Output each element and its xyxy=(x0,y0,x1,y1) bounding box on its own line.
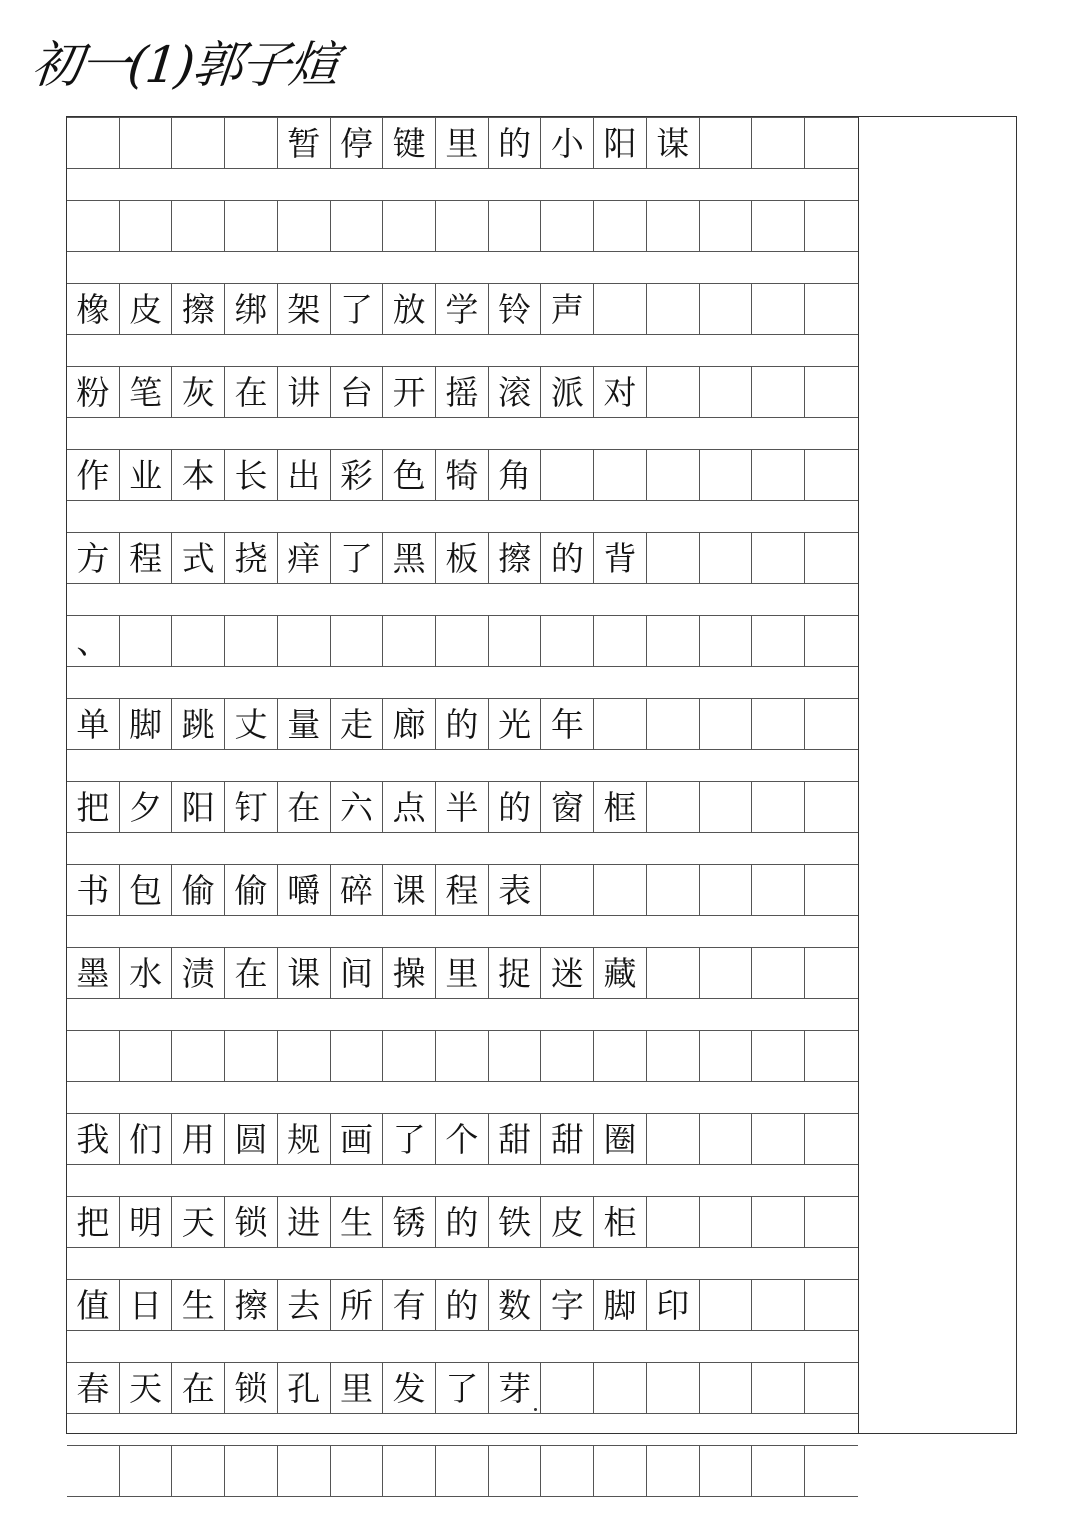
grid-cell: 光 xyxy=(489,699,542,749)
grid-cell xyxy=(647,1197,700,1247)
margin-column-divider xyxy=(858,117,859,1433)
grid-cell xyxy=(752,1363,805,1413)
grid-cell xyxy=(805,782,858,832)
grid-cell: 字 xyxy=(541,1280,594,1330)
grid-cell: 六 xyxy=(331,782,384,832)
grid-cell xyxy=(120,616,173,666)
grid-cell: 去 xyxy=(278,1280,331,1330)
grid-cell: 把 xyxy=(67,1197,120,1247)
grid-cell: 了 xyxy=(331,533,384,583)
ink-dot xyxy=(534,1408,537,1411)
grid-cell xyxy=(647,699,700,749)
grid-cell: 滚 xyxy=(489,367,542,417)
grid-cell: 的 xyxy=(489,782,542,832)
grid-cell xyxy=(594,616,647,666)
grid-cell: 间 xyxy=(331,948,384,998)
grid-cell xyxy=(436,1446,489,1496)
poem-line-row xyxy=(67,947,858,999)
poem-line-row xyxy=(67,864,858,916)
grid-cell xyxy=(805,533,858,583)
grid-cell: 丈 xyxy=(225,699,278,749)
grid-cell xyxy=(647,533,700,583)
grid-cell xyxy=(805,1446,858,1496)
grid-cell xyxy=(752,865,805,915)
grid-cell: 色 xyxy=(383,450,436,500)
poem-line-row xyxy=(67,200,858,252)
grid-cell: 放 xyxy=(383,284,436,334)
grid-cell: 角 xyxy=(489,450,542,500)
grid-cell: 课 xyxy=(383,865,436,915)
grid-cell: 绑 xyxy=(225,284,278,334)
grid-cell: 包 xyxy=(120,865,173,915)
grid-cell xyxy=(805,450,858,500)
grid-cell: 擦 xyxy=(225,1280,278,1330)
grid-cell xyxy=(647,201,700,251)
grid-cell: 锈 xyxy=(383,1197,436,1247)
grid-cell xyxy=(700,865,753,915)
grid-cell: 把 xyxy=(67,782,120,832)
grid-cell xyxy=(752,450,805,500)
grid-cell: 天 xyxy=(172,1197,225,1247)
grid-cell: 架 xyxy=(278,284,331,334)
grid-cell xyxy=(647,782,700,832)
grid-cell xyxy=(541,1363,594,1413)
title-char-cell xyxy=(67,118,120,168)
title-char-cell xyxy=(172,118,225,168)
grid-cell: 的 xyxy=(436,1280,489,1330)
grid-cell xyxy=(594,284,647,334)
grid-cell xyxy=(752,1114,805,1164)
grid-cell: 廊 xyxy=(383,699,436,749)
grid-cell xyxy=(278,1031,331,1081)
grid-cell: 方 xyxy=(67,533,120,583)
poem-line-row xyxy=(67,532,858,584)
grid-cell xyxy=(331,1031,384,1081)
grid-cell: 板 xyxy=(436,533,489,583)
grid-cell: 脚 xyxy=(120,699,173,749)
grid-cell: 点 xyxy=(383,782,436,832)
grid-cell: 柜 xyxy=(594,1197,647,1247)
grid-cell xyxy=(700,201,753,251)
grid-cell xyxy=(752,201,805,251)
grid-cell: 跳 xyxy=(172,699,225,749)
grid-cell: 摇 xyxy=(436,367,489,417)
grid-cell xyxy=(331,616,384,666)
grid-cell: 背 xyxy=(594,533,647,583)
title-char-cell xyxy=(700,118,753,168)
grid-cell: 甜 xyxy=(541,1114,594,1164)
poem-line-row xyxy=(67,1445,858,1497)
grid-cell xyxy=(752,782,805,832)
grid-cell xyxy=(752,284,805,334)
grid-cell: 的 xyxy=(436,1197,489,1247)
grid-cell: 框 xyxy=(594,782,647,832)
grid-cell xyxy=(700,1446,753,1496)
grid-cell: 渍 xyxy=(172,948,225,998)
grid-cell xyxy=(700,782,753,832)
grid-cell xyxy=(752,616,805,666)
grid-cell xyxy=(647,1031,700,1081)
grid-cell xyxy=(700,699,753,749)
grid-cell xyxy=(489,1031,542,1081)
poem-line-row xyxy=(67,366,858,418)
grid-cell xyxy=(225,616,278,666)
grid-cell: 课 xyxy=(278,948,331,998)
grid-cell: 橡 xyxy=(67,284,120,334)
grid-cell xyxy=(331,201,384,251)
grid-cell: 规 xyxy=(278,1114,331,1164)
grid-cell xyxy=(541,450,594,500)
grid-cell xyxy=(647,948,700,998)
grid-cell xyxy=(225,1031,278,1081)
grid-cell: 锁 xyxy=(225,1197,278,1247)
grid-cell xyxy=(647,1114,700,1164)
poem-line-row xyxy=(67,283,858,335)
grid-cell: 锁 xyxy=(225,1363,278,1413)
grid-cell xyxy=(489,616,542,666)
grid-cell: 作 xyxy=(67,450,120,500)
grid-cell xyxy=(752,1197,805,1247)
grid-cell: 阳 xyxy=(172,782,225,832)
grid-cell: 业 xyxy=(120,450,173,500)
grid-cell: 式 xyxy=(172,533,225,583)
grid-cell: 程 xyxy=(436,865,489,915)
grid-cell: 值 xyxy=(67,1280,120,1330)
grid-cell xyxy=(594,201,647,251)
grid-cell xyxy=(541,616,594,666)
grid-cell: 量 xyxy=(278,699,331,749)
grid-cell: 日 xyxy=(120,1280,173,1330)
grid-cell: 声 xyxy=(541,284,594,334)
grid-cell xyxy=(67,201,120,251)
grid-cell: 偷 xyxy=(172,865,225,915)
grid-cell: 在 xyxy=(278,782,331,832)
grid-cell: 在 xyxy=(225,948,278,998)
grid-cell: 有 xyxy=(383,1280,436,1330)
grid-cell xyxy=(647,284,700,334)
grid-cell: 捉 xyxy=(489,948,542,998)
grid-cell: 明 xyxy=(120,1197,173,1247)
grid-cell xyxy=(805,201,858,251)
grid-cell xyxy=(172,201,225,251)
grid-cell xyxy=(700,367,753,417)
grid-cell xyxy=(700,948,753,998)
grid-cell: 挠 xyxy=(225,533,278,583)
poem-line-row xyxy=(67,1362,858,1414)
grid-cell xyxy=(278,201,331,251)
grid-cell: 了 xyxy=(331,284,384,334)
grid-cell: 里 xyxy=(331,1363,384,1413)
grid-cell: 们 xyxy=(120,1114,173,1164)
poem-line-row xyxy=(67,1030,858,1082)
grid-cell xyxy=(172,616,225,666)
grid-cell xyxy=(752,367,805,417)
poem-line-row xyxy=(67,698,858,750)
grid-cell xyxy=(594,1031,647,1081)
grid-cell xyxy=(489,1446,542,1496)
grid-cell: 圆 xyxy=(225,1114,278,1164)
title-char-cell: 的 xyxy=(489,118,542,168)
grid-cell: 学 xyxy=(436,284,489,334)
grid-cell xyxy=(647,865,700,915)
grid-cell: 我 xyxy=(67,1114,120,1164)
title-row xyxy=(67,117,858,169)
grid-cell: 印 xyxy=(647,1280,700,1330)
grid-cell xyxy=(805,284,858,334)
grid-cell xyxy=(489,201,542,251)
grid-cell: 犄 xyxy=(436,450,489,500)
grid-cell: 夕 xyxy=(120,782,173,832)
grid-cell: 单 xyxy=(67,699,120,749)
grid-cell: 走 xyxy=(331,699,384,749)
grid-cell xyxy=(752,1446,805,1496)
grid-cell: 圈 xyxy=(594,1114,647,1164)
grid-cell xyxy=(805,948,858,998)
grid-cell xyxy=(172,1446,225,1496)
grid-cell: 进 xyxy=(278,1197,331,1247)
grid-cell xyxy=(805,616,858,666)
grid-cell xyxy=(752,533,805,583)
grid-cell: 操 xyxy=(383,948,436,998)
grid-cell: 、 xyxy=(67,616,120,666)
grid-cell: 的 xyxy=(436,699,489,749)
grid-cell xyxy=(436,616,489,666)
grid-cell: 甜 xyxy=(489,1114,542,1164)
grid-cell: 窗 xyxy=(541,782,594,832)
grid-cell: 黑 xyxy=(383,533,436,583)
manuscript-grid-sheet xyxy=(66,116,1017,1434)
grid-cell: 讲 xyxy=(278,367,331,417)
grid-cell: 书 xyxy=(67,865,120,915)
grid-cell: 碎 xyxy=(331,865,384,915)
grid-cell xyxy=(541,1031,594,1081)
grid-cell xyxy=(700,1114,753,1164)
grid-cell: 里 xyxy=(436,948,489,998)
grid-cell: 痒 xyxy=(278,533,331,583)
grid-cell: 笔 xyxy=(120,367,173,417)
grid-cell: 皮 xyxy=(541,1197,594,1247)
title-char-cell xyxy=(225,118,278,168)
grid-cell xyxy=(225,201,278,251)
grid-cell: 藏 xyxy=(594,948,647,998)
grid-cell xyxy=(436,201,489,251)
grid-cell: 在 xyxy=(172,1363,225,1413)
grid-cell xyxy=(383,1446,436,1496)
title-char-cell xyxy=(805,118,858,168)
grid-cell xyxy=(594,1363,647,1413)
grid-cell xyxy=(120,201,173,251)
grid-cell xyxy=(594,865,647,915)
grid-cell: 个 xyxy=(436,1114,489,1164)
grid-cell xyxy=(700,1197,753,1247)
grid-cell xyxy=(805,865,858,915)
grid-cell: 春 xyxy=(67,1363,120,1413)
grid-cell: 用 xyxy=(172,1114,225,1164)
grid-cell: 擦 xyxy=(172,284,225,334)
title-char-cell: 里 xyxy=(436,118,489,168)
title-char-cell: 暂 xyxy=(278,118,331,168)
grid-cell: 长 xyxy=(225,450,278,500)
grid-cell: 水 xyxy=(120,948,173,998)
grid-cell xyxy=(67,1446,120,1496)
grid-cell xyxy=(805,1197,858,1247)
grid-cell: 彩 xyxy=(331,450,384,500)
grid-cell: 所 xyxy=(331,1280,384,1330)
grid-cell xyxy=(700,533,753,583)
grid-cell xyxy=(700,1363,753,1413)
grid-cell: 擦 xyxy=(489,533,542,583)
grid-cell: 数 xyxy=(489,1280,542,1330)
poem-line-row xyxy=(67,1196,858,1248)
grid-cell xyxy=(805,1363,858,1413)
grid-cell xyxy=(647,1446,700,1496)
grid-cell xyxy=(700,284,753,334)
poem-line-row xyxy=(67,615,858,667)
grid-cell xyxy=(805,1031,858,1081)
grid-cell xyxy=(120,1031,173,1081)
title-char-cell: 小 xyxy=(541,118,594,168)
grid-cell xyxy=(752,1280,805,1330)
grid-cell: 本 xyxy=(172,450,225,500)
grid-cell xyxy=(594,699,647,749)
title-char-cell: 谋 xyxy=(647,118,700,168)
grid-cell xyxy=(700,1280,753,1330)
grid-cell: 嚼 xyxy=(278,865,331,915)
grid-cell xyxy=(594,1446,647,1496)
grid-cell xyxy=(120,1446,173,1496)
grid-cell: 派 xyxy=(541,367,594,417)
grid-cell xyxy=(225,1446,278,1496)
grid-cell: 皮 xyxy=(120,284,173,334)
title-char-cell: 阳 xyxy=(594,118,647,168)
grid-cell xyxy=(805,367,858,417)
grid-cell: 年 xyxy=(541,699,594,749)
grid-cell xyxy=(752,699,805,749)
grid-cell xyxy=(700,616,753,666)
grid-cell: 对 xyxy=(594,367,647,417)
poem-line-row xyxy=(67,781,858,833)
grid-cell xyxy=(172,1031,225,1081)
grid-cell: 天 xyxy=(120,1363,173,1413)
grid-cell: 铁 xyxy=(489,1197,542,1247)
grid-cell xyxy=(594,450,647,500)
grid-cell xyxy=(331,1446,384,1496)
grid-cell xyxy=(700,450,753,500)
grid-cell: 墨 xyxy=(67,948,120,998)
grid-cell xyxy=(383,201,436,251)
grid-cell: 生 xyxy=(172,1280,225,1330)
grid-cell xyxy=(541,865,594,915)
grid-cell: 发 xyxy=(383,1363,436,1413)
grid-cell: 台 xyxy=(331,367,384,417)
grid-cell: 出 xyxy=(278,450,331,500)
grid-cell: 灰 xyxy=(172,367,225,417)
poem-line-row xyxy=(67,449,858,501)
grid-cell xyxy=(752,948,805,998)
title-char-cell: 键 xyxy=(383,118,436,168)
grid-cell: 钉 xyxy=(225,782,278,832)
grid-cell xyxy=(647,450,700,500)
grid-cell: 铃 xyxy=(489,284,542,334)
grid-cell: 芽 xyxy=(489,1363,542,1413)
grid-cell: 了 xyxy=(383,1114,436,1164)
grid-cell xyxy=(647,1363,700,1413)
title-char-cell xyxy=(120,118,173,168)
grid-cell: 脚 xyxy=(594,1280,647,1330)
grid-cell xyxy=(541,201,594,251)
grid-cell: 半 xyxy=(436,782,489,832)
grid-cell: 偷 xyxy=(225,865,278,915)
title-char-cell xyxy=(752,118,805,168)
grid-cell: 表 xyxy=(489,865,542,915)
grid-cell xyxy=(647,616,700,666)
grid-cell xyxy=(383,1031,436,1081)
grid-cell xyxy=(541,1446,594,1496)
title-char-cell: 停 xyxy=(331,118,384,168)
grid-cell xyxy=(383,616,436,666)
grid-cell: 程 xyxy=(120,533,173,583)
grid-cell xyxy=(436,1031,489,1081)
grid-cell xyxy=(805,699,858,749)
grid-cell: 迷 xyxy=(541,948,594,998)
poem-line-row xyxy=(67,1113,858,1165)
grid-cell xyxy=(805,1280,858,1330)
grid-cell: 画 xyxy=(331,1114,384,1164)
author-signature: 初一(1)郭子煊 xyxy=(28,36,340,94)
grid-cell: 孔 xyxy=(278,1363,331,1413)
grid-cell: 的 xyxy=(541,533,594,583)
grid-cell xyxy=(278,1446,331,1496)
grid-cell xyxy=(805,1114,858,1164)
grid-cell xyxy=(752,1031,805,1081)
grid-cell xyxy=(700,1031,753,1081)
grid-cell: 在 xyxy=(225,367,278,417)
grid-cell: 生 xyxy=(331,1197,384,1247)
grid-cell: 开 xyxy=(383,367,436,417)
grid-cell xyxy=(647,367,700,417)
poem-line-row xyxy=(67,1279,858,1331)
grid-cell xyxy=(278,616,331,666)
grid-cell: 了 xyxy=(436,1363,489,1413)
grid-cell xyxy=(67,1031,120,1081)
grid-cell: 粉 xyxy=(67,367,120,417)
